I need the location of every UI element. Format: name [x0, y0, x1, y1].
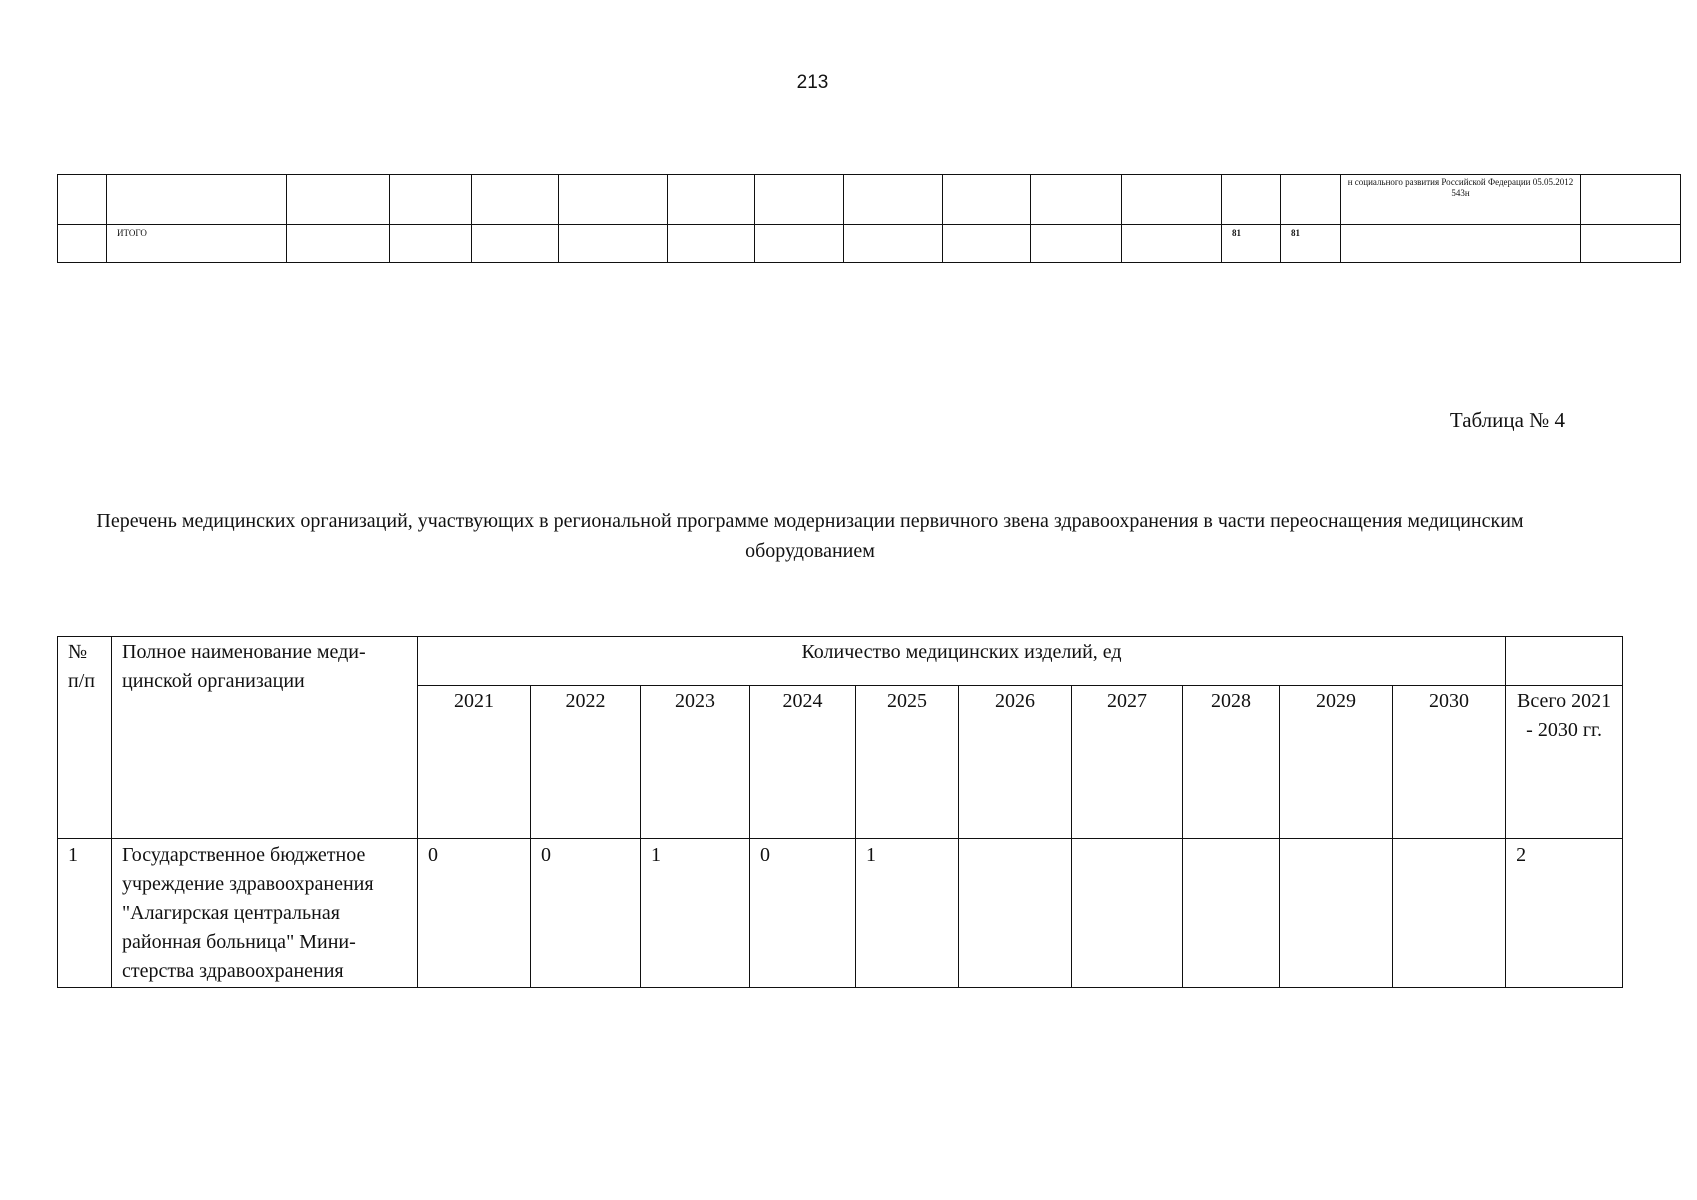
year-value — [1393, 839, 1506, 988]
page-number: 213 — [796, 72, 829, 93]
year-header: 2027 — [1072, 686, 1183, 839]
total-value: 81 — [1281, 225, 1341, 263]
year-value: 0 — [750, 839, 856, 988]
year-value — [1072, 839, 1183, 988]
year-header: 2022 — [531, 686, 641, 839]
organization-name: Государственное бюджетное учреждение здравоохранения "Алагирская центральная районная больница" Мини-стерства здравоохранения — [112, 839, 418, 988]
table-row — [58, 175, 1681, 225]
year-value: 1 — [641, 839, 750, 988]
col-name-header: Полное наименование меди-цинской организации — [112, 637, 418, 839]
total-row — [58, 225, 1681, 263]
col-number-header: № п/п — [58, 637, 112, 839]
organizations-table — [57, 636, 1623, 988]
document-heading: Перечень медицинских организаций, участвующих в региональной программе модернизации первичного звена здравоохранения в части переоснащения медицинским оборудованием — [96, 510, 1524, 562]
table-row — [58, 839, 1623, 988]
regulation-note: н социального развития Российской Федерации 05.05.2012 543н — [1341, 175, 1581, 225]
total-value: 81 — [1222, 225, 1281, 263]
total-header: Всего 2021 - 2030 гг. — [1506, 686, 1623, 839]
row-total: 2 — [1506, 839, 1623, 988]
year-header: 2028 — [1183, 686, 1280, 839]
table-caption: Таблица № 4 — [1449, 408, 1565, 432]
year-value — [1183, 839, 1280, 988]
year-header: 2030 — [1393, 686, 1506, 839]
header-row — [58, 637, 1623, 686]
year-header: 2029 — [1280, 686, 1393, 839]
year-header: 2024 — [750, 686, 856, 839]
year-header: 2023 — [641, 686, 750, 839]
year-header: 2025 — [856, 686, 959, 839]
quantity-group-header: Количество медицинских изделий, ед — [418, 637, 1506, 686]
year-header: 2021 — [418, 686, 531, 839]
continuation-table — [57, 174, 1681, 263]
year-value: 0 — [418, 839, 531, 988]
year-header: 2026 — [959, 686, 1072, 839]
total-label: ИТОГО — [107, 225, 287, 263]
year-value — [959, 839, 1072, 988]
year-value: 1 — [856, 839, 959, 988]
row-number: 1 — [58, 839, 112, 988]
year-value: 0 — [531, 839, 641, 988]
year-value — [1280, 839, 1393, 988]
